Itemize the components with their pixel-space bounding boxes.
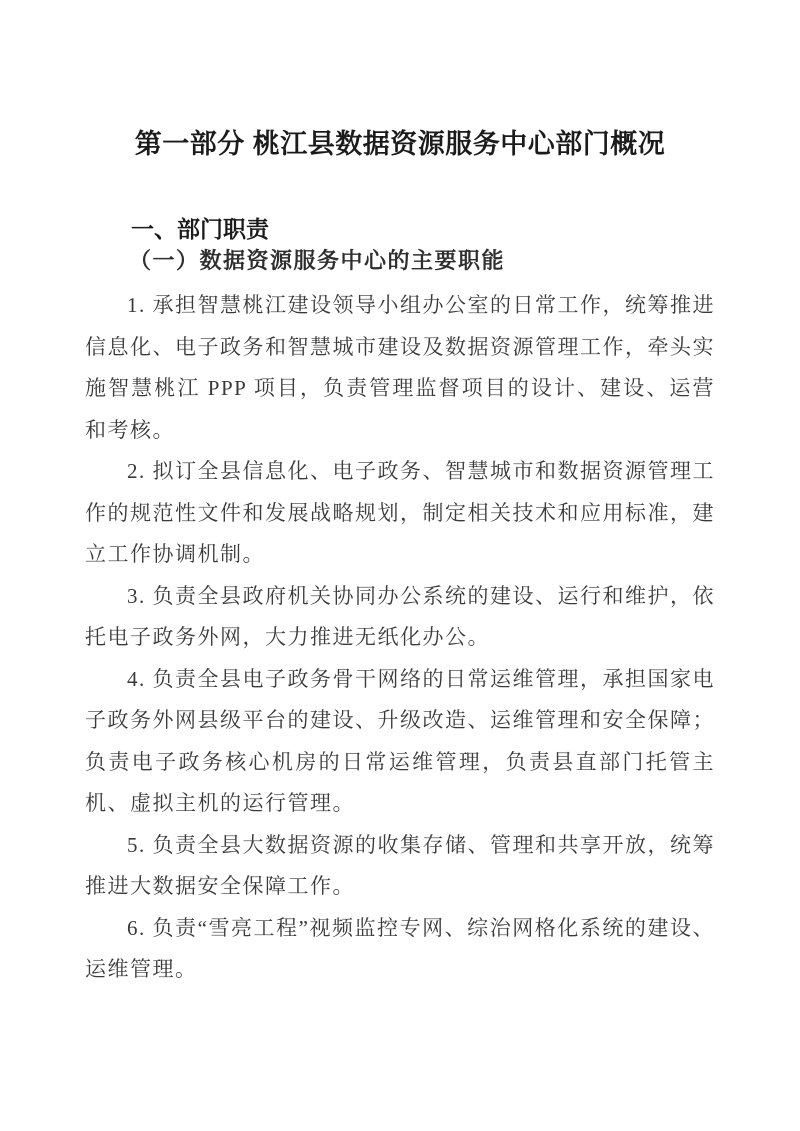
paragraph-2: 2. 拟订全县信息化、电子政务、智慧城市和数据资源管理工作的规范性文件和发展战略规划，制定相关技术和应用标准，建立工作协调机制。 [85, 459, 715, 566]
paragraph-4: 4. 负责全县电子政务骨干网络的日常运维管理，承担国家电子政务外网县级平台的建设、升级改造、运维管理和安全保障；负责电子政务核心机房的日常运维管理，负责县直部门托管主机、虚拟主机的运行管理。 [85, 666, 715, 815]
document-title: 第一部分 桃江县数据资源服务中心部门概况 [134, 129, 666, 159]
section-heading-duties: 一、部门职责 [131, 216, 269, 242]
body-text [85, 285, 715, 991]
sub-heading-main-functions: （一）数据资源服务中心的主要职能 [129, 248, 506, 273]
paragraph-5: 5. 负责全县大数据资源的收集存储、管理和共享开放，统筹推进大数据安全保障工作。 [85, 832, 715, 898]
paragraph-6: 6. 负责“雪亮工程”视频监控专网、综治网格化系统的建设、运维管理。 [85, 915, 715, 981]
paragraph-3: 3. 负责全县政府机关协同办公系统的建设、运行和维护，依托电子政务外网，大力推进无纸化办公。 [85, 583, 715, 649]
paragraph-1: 1. 承担智慧桃江建设领导小组办公室的日常工作，统筹推进信息化、电子政务和智慧城市建设及数据资源管理工作，牵头实施智慧桃江 PPP 项目，负责管理监督项目的设计、建设、运营和考核。 [85, 293, 715, 442]
